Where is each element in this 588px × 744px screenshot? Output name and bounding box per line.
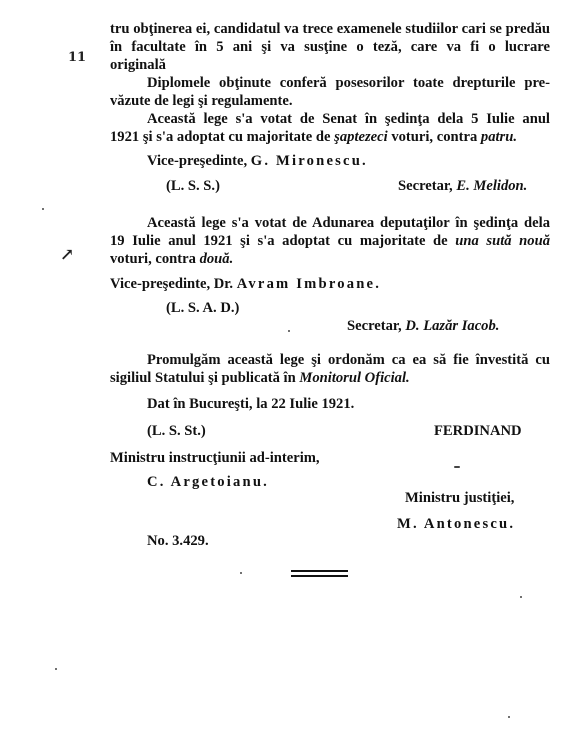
promulgation-line1: Promulgăm această lege şi ordonăm ca ea să fie învestită cu <box>147 352 550 368</box>
senate-seal: (L. S. S.) <box>166 178 220 194</box>
senate-line1: Această lege s'a votat de Senat în şedinţa dela 5 Iulie anul <box>147 111 550 127</box>
margin-mark-top: 11 <box>68 50 87 65</box>
deputies-line2 <box>110 232 550 250</box>
deputies-votes-against: două. <box>199 251 234 267</box>
deputies-votes-for: una sută nouă <box>455 233 550 249</box>
scan-speck <box>454 466 460 468</box>
king-signature: FERDINAND <box>434 423 522 439</box>
deputies-vp-label: Vice-preşedinte, Dr. <box>110 276 234 292</box>
senate-vice-president <box>147 152 368 170</box>
promulgation-line2 <box>110 369 410 387</box>
senate-votes-for: şaptezeci <box>334 129 388 145</box>
deputies-secretary <box>347 317 499 335</box>
para2-line1: Diplomele obţinute conferă posesorilor toate drepturile pre- <box>147 75 550 91</box>
para1-line3: originală <box>110 57 166 73</box>
minister-justice-name: M. Antonescu. <box>397 516 516 532</box>
para1-line1: tru obţinerea ei, candidatul va trece examenele studiilor cari se predău <box>110 21 550 37</box>
date-line: Dat în Bucureşti, la 22 Iulie 1921. <box>147 396 355 412</box>
senate-vp-name: G. Mironescu. <box>250 153 368 169</box>
decree-number: No. 3.429. <box>147 533 209 549</box>
deputies-line2-text: 19 Iulie anul 1921 şi s'a adoptat cu majoritate de <box>110 233 456 249</box>
promulgation-line2-text: sigiliul Statului şi publicată în <box>110 370 300 386</box>
senate-sec-label: Secretar, <box>398 178 453 194</box>
senate-votes-against: patru. <box>480 129 517 145</box>
senate-secretary <box>398 177 527 195</box>
para1-line2: în facultate în 5 ani şi va susţine o teză, care va fi o lucrare <box>110 39 550 55</box>
minister-instruction-name: C. Argetoianu. <box>147 474 270 490</box>
scan-speck <box>42 208 44 210</box>
state-seal: (L. S. St.) <box>147 423 206 439</box>
senate-line2-text: 1921 şi s'a adoptat cu majoritate de <box>110 129 335 145</box>
margin-mark-arrow: ↗ <box>60 245 75 265</box>
minister-instruction-title: Ministru instrucţiunii ad-interim, <box>110 450 320 466</box>
scan-speck <box>288 330 290 332</box>
scan-speck <box>240 572 242 574</box>
para2-line2: văzute de legi şi regulamente. <box>110 93 293 109</box>
deputies-seal: (L. S. A. D.) <box>166 300 240 316</box>
monitorul-oficial: Monitorul Oficial. <box>299 370 410 386</box>
scan-speck <box>55 668 57 670</box>
deputies-line3-text: voturi, contra <box>110 251 200 267</box>
deputies-sec-name: D. Lazăr Iacob. <box>405 318 500 334</box>
deputies-vice-president <box>110 275 381 293</box>
senate-sec-name: E. Melidon. <box>456 178 528 194</box>
deputies-line1: Această lege s'a votat de Adunarea deputaţilor în şedinţa dela <box>147 215 550 231</box>
senate-vp-label: Vice-preşedinte, <box>147 153 248 169</box>
deputies-sec-label: Secretar, <box>347 318 402 334</box>
closing-rule-bottom <box>291 575 348 577</box>
senate-line2-text-b: voturi, contra <box>387 129 481 145</box>
scan-speck <box>508 716 510 718</box>
deputies-vp-name: Avram Imbroane. <box>236 276 382 292</box>
closing-rule-top <box>291 570 348 572</box>
deputies-line3 <box>110 250 233 268</box>
senate-line2 <box>110 128 517 146</box>
minister-justice-title: Ministru justiţiei, <box>405 490 515 506</box>
scan-speck <box>520 596 522 598</box>
